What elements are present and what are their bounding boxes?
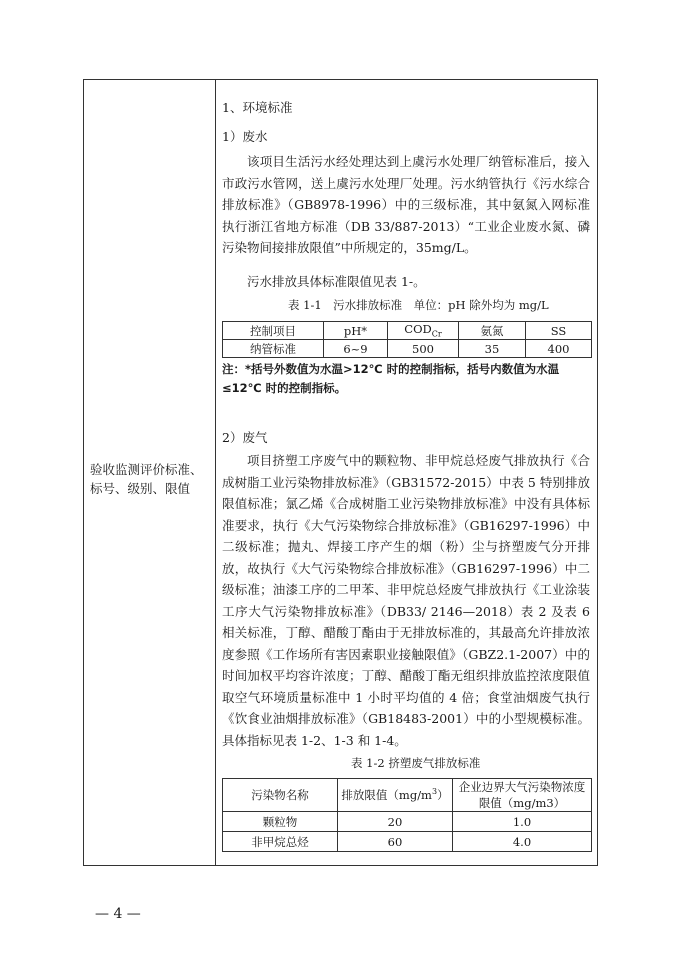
wastewater-heading: 1）废水 <box>222 129 268 144</box>
exhaust-paragraph: 项目挤塑工序废气中的颗粒物、非甲烷总烃废气排放执行《合成树脂工业污染物排放标准》（GB31572-2015）中表 5 特别排放限值标准；氯乙烯《合成树脂工业污染物排放标准》中没有具体标准要求，执行《大气污染物综合排放标准》（GB16297-1996）中二级标准；抛丸、焊接工序产生的烟（粉）尘与挤塑废气分开排放，故执行《大气污染物综合排放标准》（GB16297-1996）中二级标准；油漆工序的二甲苯、非甲烷总烃废气排放执行《工业涂装工序大气污染物排放标准》（DB33/ 2146—2018）表 2 及表 6 相关标准，丁醇、醋酸丁酯由于无排放标准的，其最高允许排放浓度参照《工作场所有害因素职业接触限值》（GBZ2.1-2007）中的时间加权平均容许浓度；丁醇、醋酸丁酯无组织排放监控浓度限值取空气环境质量标准中 1 小时平均值的 4 倍；食堂油烟废气执行《饮食业油烟排放标准》（GB18483-2001）中的小型规模标准。具体指标见表 1-2、1-3 和 1-4。 <box>222 453 590 748</box>
header-cell: 污染物名称 <box>223 779 338 812</box>
header-cell: 企业边界大气污染物浓度限值（mg/m3） <box>453 779 592 812</box>
table-cell: 35 <box>459 340 526 358</box>
wastewater-paragraph: 该项目生活污水经处理达到上虞污水处理厂纳管标准后，接入市政污水管网，送上虞污水处理厂处理。污水纳管执行《污水综合排放标准》（GB8978-1996）中的三级标准，其中氨氮入网标准执行浙江省地方标准（DB 33/887-2013）“工业企业废水氮、磷污染物间接排放限值”中所规定的，35mg/L。 <box>222 154 590 255</box>
header-cell: 排放限值$(mg/m^3)$ <box>338 779 453 812</box>
table-cell: 20 <box>338 812 453 832</box>
header-cell: 控制项目 <box>223 322 324 340</box>
table-row <box>223 812 592 832</box>
header-cell: 氨氮 <box>459 322 526 340</box>
table-header-row <box>223 779 592 812</box>
wastewater-standard-table <box>222 321 592 358</box>
header-cell: SS <box>526 322 592 340</box>
column-divider <box>215 79 216 866</box>
subscript: Cr <box>431 329 442 339</box>
table-row <box>223 340 592 358</box>
table-cell: 4.0 <box>453 832 592 852</box>
left-cell-label: 验收监测评价标准、标号、级别、限值 <box>90 462 203 496</box>
table-cell: 60 <box>338 832 453 852</box>
table-cell: 400 <box>526 340 592 358</box>
header-cell: $COD_{Cr}$ <box>388 322 459 340</box>
table-cell: 纳管标准 <box>223 340 324 358</box>
table-row <box>223 832 592 852</box>
table-cell: 颗粒物 <box>223 812 338 832</box>
page-number: — 4 — <box>95 906 141 922</box>
exhaust-heading: 2）废气 <box>222 430 268 445</box>
superscript: 3 <box>431 787 438 797</box>
table-cell: 500 <box>388 340 459 358</box>
table-header-row <box>223 322 592 340</box>
section-title: 1、环境标准 <box>222 100 293 115</box>
table-cell: 非甲烷总烃 <box>223 832 338 852</box>
table-1-2-caption: 表 1-2 挤塑废气排放标准 <box>351 756 481 770</box>
table-note: 注：*括号外数值为水温>12℃ 时的控制指标，括号内数值为水温≤12℃ 时的控制指标。 <box>222 362 560 395</box>
header-cell: pH* <box>324 322 388 340</box>
wastewater-reference: 污水排放具体标准限值见表 1-。 <box>247 274 426 289</box>
table-cell: 1.0 <box>453 812 592 832</box>
table-cell: 6~9 <box>324 340 388 358</box>
table-1-1-caption: 表 1-1 污水排放标准 单位：pH 除外均为 mg/L <box>288 298 549 312</box>
exhaust-standard-table <box>222 778 592 852</box>
